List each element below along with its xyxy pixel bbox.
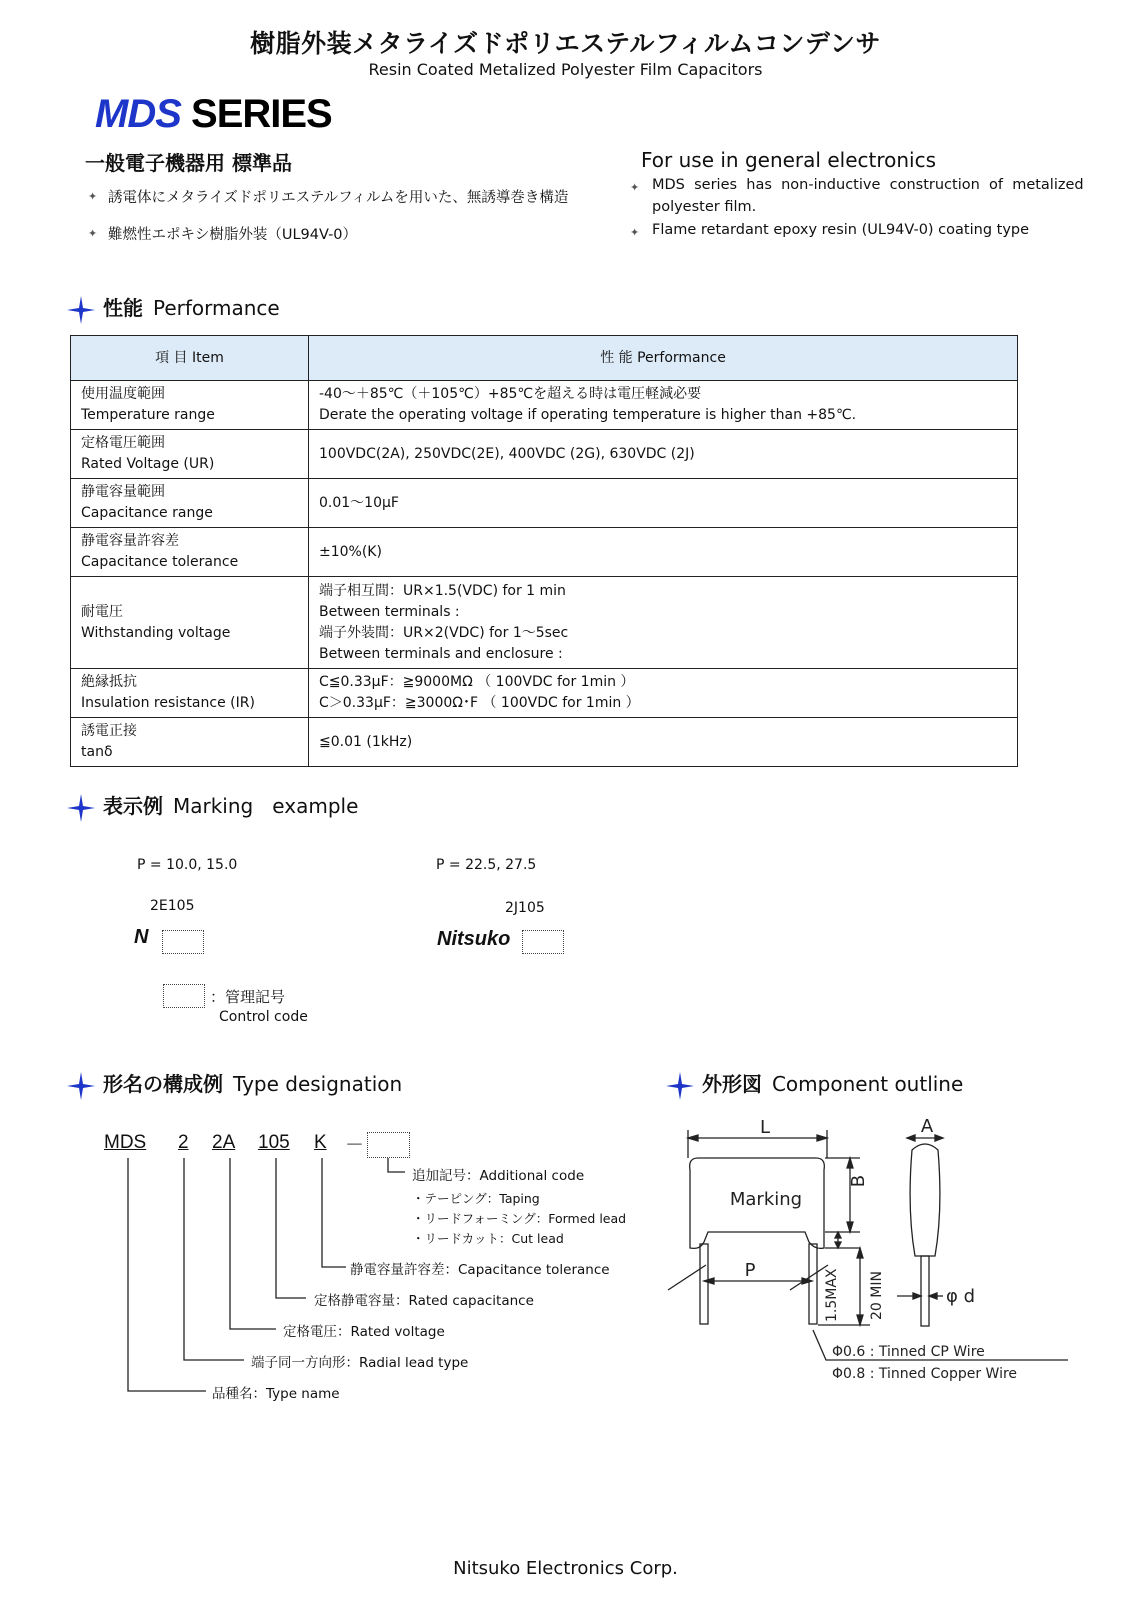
label-taping: ・テーピング：Taping — [412, 1191, 540, 1206]
control-code-jp: ：管理記号 — [210, 988, 286, 1006]
series-word: SERIES — [191, 92, 332, 136]
code-capacitance: 105 — [258, 1132, 290, 1153]
label-type-name: 品種名：Type name — [212, 1386, 340, 1402]
jp-bullet-1: 誘電体にメタライズドポリエステルフィルムを用いた、無誘導巻き構造 — [108, 190, 569, 206]
dim-a-label: A — [920, 1116, 934, 1137]
code-voltage: 2A — [212, 1132, 236, 1153]
bullet-icon: ✦ — [630, 181, 640, 194]
footer-company: Nitsuko Electronics Corp. — [453, 1558, 678, 1579]
marking-heading-jp: 表示例 — [102, 794, 163, 818]
performance-heading-jp: 性能 — [102, 296, 143, 320]
outline-heading-en: Component outline — [771, 1072, 964, 1096]
series-mds: MDS — [95, 92, 181, 136]
item-cell: 使用温度範囲 Temperature range — [71, 381, 309, 430]
label-formed: ・リードフォーミング：Formed lead — [412, 1211, 627, 1226]
marking-heading-en: Marking example — [172, 794, 359, 818]
label-tolerance: 静電容量許容差：Capacitance tolerance — [350, 1262, 610, 1278]
label-additional: 追加記号：Additional code — [412, 1168, 585, 1184]
value-cell: 0.01～10μF — [309, 479, 1018, 528]
code-mds: MDS — [104, 1132, 147, 1153]
value-cell: ±10%(K) — [309, 528, 1018, 577]
code-tolerance: K — [314, 1132, 327, 1153]
item-cell: 誘電正接 tanδ — [71, 718, 309, 767]
phi-d-label: φ d — [946, 1286, 976, 1307]
intro-en-heading: For use in general electronics — [641, 148, 936, 172]
wire-2-label: Φ0.8 : Tinned Copper Wire — [832, 1366, 1018, 1382]
outline-heading-jp: 外形図 — [701, 1072, 762, 1096]
header-item: 項 目 Item — [71, 336, 309, 381]
control-code-en: Control code — [219, 1009, 308, 1025]
en-bullet-1: MDS series has non-inductive construction of metalized — [652, 177, 1084, 193]
dim-p-label: P — [744, 1260, 756, 1281]
value-cell: C≦0.33μF：≧9000MΩ （ 100VDC for 1min ） C＞0.33μF：≧3000Ω･F （ 100VDC for 1min ） — [309, 669, 1018, 718]
label-voltage: 定格電圧：Rated voltage — [283, 1324, 445, 1340]
marking-right-brand: Nitsuko — [437, 928, 511, 950]
wire-1-label: Φ0.6 : Tinned CP Wire — [832, 1344, 985, 1360]
item-cell: 定格電圧範囲 Rated Voltage (UR) — [71, 430, 309, 479]
item-cell: 静電容量範囲 Capacitance range — [71, 479, 309, 528]
en-bullet-2: Flame retardant epoxy resin (UL94V-0) coating type — [652, 222, 1030, 238]
en-bullet-1b: polyester film. — [652, 199, 757, 215]
dim-max-label: 1.5MAX — [824, 1268, 840, 1322]
dim-min-label: 20 MIN — [869, 1271, 885, 1320]
marking-right-code: 2J105 — [505, 900, 545, 916]
code-dash: － — [345, 1135, 365, 1156]
intro-jp-heading: 一般電子機器用 標準品 — [85, 151, 292, 175]
bullet-icon: ✦ — [630, 226, 640, 239]
marking-left-code: 2E105 — [150, 898, 195, 914]
bullet-icon: ✦ — [88, 227, 98, 240]
header-performance: 性 能 Performance — [309, 336, 1018, 381]
performance-heading-en: Performance — [152, 296, 280, 320]
item-cell: 静電容量許容差 Capacitance tolerance — [71, 528, 309, 577]
label-radial: 端子同一方向形：Radial lead type — [251, 1355, 469, 1371]
marking-label: Marking — [729, 1189, 803, 1210]
bullet-icon: ✦ — [88, 190, 98, 203]
type-heading-jp: 形名の構成例 — [102, 1072, 223, 1096]
code-radial: 2 — [178, 1132, 189, 1153]
label-capacitance: 定格静電容量：Rated capacitance — [314, 1293, 534, 1309]
type-heading-en: Type designation — [232, 1072, 403, 1096]
value-cell: -40～＋85℃（＋105℃）+85℃を超える時は電圧軽減必要 Derate the operating voltage if operating temperature is higher than +85℃. — [309, 381, 1018, 430]
dim-b-label: B — [848, 1174, 869, 1188]
marking-left-p: P = 10.0, 15.0 — [137, 857, 238, 873]
value-cell: ≦0.01 (1kHz) — [309, 718, 1018, 767]
item-cell: 絶縁抵抗 Insulation resistance (IR) — [71, 669, 309, 718]
jp-bullet-2: 難燃性エポキシ樹脂外装（UL94V-0） — [108, 227, 358, 243]
label-cut: ・リードカット：Cut lead — [412, 1231, 564, 1246]
marking-right-p: P = 22.5, 27.5 — [436, 857, 537, 873]
item-cell: 耐電圧 Withstanding voltage — [71, 577, 309, 669]
title-jp: 樹脂外装メタライズドポリエステルフィルムコンデンサ — [250, 29, 881, 58]
title-en: Resin Coated Metalized Polyester Film Capacitors — [368, 60, 763, 79]
marking-left-brand: N — [134, 926, 149, 948]
value-cell: 100VDC(2A), 250VDC(2E), 400VDC (2G), 630VDC (2J) — [309, 430, 1018, 479]
dim-l-label: L — [759, 1117, 771, 1138]
value-cell: 端子相互間：UR×1.5(VDC) for 1 min Between terminals : 端子外装間：UR×2(VDC) for 1～5sec Between terminals and enclosure : — [309, 577, 1018, 669]
